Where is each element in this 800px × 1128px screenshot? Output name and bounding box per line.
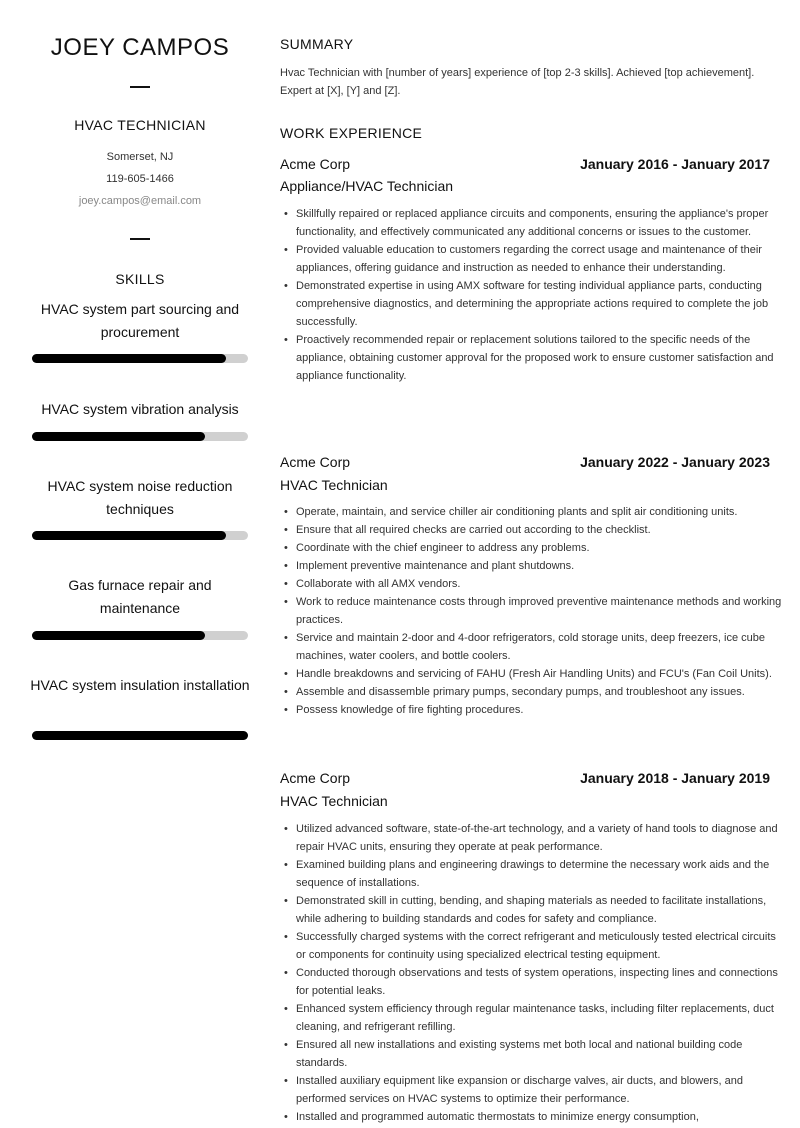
list-item: • Provided valuable education to customers regarding the correct usage and maintenance of their appliances, offering guidance and instruction as needed to enhance their understanding. <box>296 241 786 277</box>
skill-name: HVAC system vibration analysis <box>41 401 239 417</box>
candidate-name: JOEY CAMPOS <box>50 34 230 61</box>
list-item: • Possess knowledge of fire fighting procedures. <box>296 701 786 719</box>
job-company: Acme Corp <box>280 770 351 786</box>
list-item: • Collaborate with all AMX vendors. <box>296 575 786 593</box>
skill-bar-fill <box>32 531 226 540</box>
sidebar <box>0 0 280 1128</box>
skill-bar <box>32 731 248 740</box>
list-item: • Installed auxiliary equipment like expansion or discharge valves, air ducts, and blowers, and performed services on HVAC systems to optimize their performance. <box>296 1072 786 1108</box>
skill-bar-fill <box>32 432 205 441</box>
location: Somerset, NJ <box>106 151 174 163</box>
job-role: Appliance/HVAC Technician <box>280 178 454 194</box>
job-bullets <box>280 503 786 719</box>
job-dates: January 2018 - January 2019 <box>580 770 770 786</box>
skill-bar-fill <box>32 631 205 640</box>
list-item: • Skillfully repaired or replaced appliance circuits and components, ensuring the appliance's proper functionality, and effectively communicated any additional concerns or issues to the customer. <box>296 205 786 241</box>
job-company: Acme Corp <box>280 156 351 172</box>
skills-heading: SKILLS <box>115 271 165 287</box>
skill-bar <box>32 531 248 540</box>
list-item: • Implement preventive maintenance and plant shutdowns. <box>296 557 786 575</box>
list-item: • Enhanced system efficiency through regular maintenance tasks, including filter replacements, duct cleaning, and refrigerant refilling. <box>296 1000 786 1036</box>
phone: 119-605-1466 <box>106 173 174 185</box>
summary-text: Hvac Technician with [number of years] experience of [top 2-3 skills]. Achieved [top achievement]. Expert at [X], [Y] and [Z]. <box>280 67 755 97</box>
list-item: • Service and maintain 2-door and 4-door refrigerators, cold storage units, deep freezers, ice cube machines, water coolers, and bottle coolers. <box>296 629 786 665</box>
skill-bar <box>32 432 248 441</box>
job-dates: January 2016 - January 2017 <box>580 156 770 172</box>
divider <box>130 86 150 88</box>
experience-heading: WORK EXPERIENCE <box>280 125 423 141</box>
skill-bar <box>32 631 248 640</box>
list-item: • Coordinate with the chief engineer to address any problems. <box>296 539 786 557</box>
list-item: • Work to reduce maintenance costs through improved preventive maintenance methods and working practices. <box>296 593 786 629</box>
list-item: • Proactively recommended repair or replacement solutions tailored to the specific needs of the appliance, obtaining customer approval for the proposed work to ensure customer satisfaction and appliance functionality. <box>296 331 786 385</box>
list-item: • Assemble and disassemble primary pumps, secondary pumps, and troubleshoot any issues. <box>296 683 786 701</box>
email-link[interactable]: joey.campos@email.com <box>78 195 202 207</box>
divider <box>130 238 150 240</box>
job-dates: January 2022 - January 2023 <box>580 454 770 470</box>
skill-name: Gas furnace repair and maintenance <box>68 577 212 616</box>
skill-bar <box>32 354 248 363</box>
list-item: • Conducted thorough observations and tests of system operations, inspecting lines and connections for potential leaks. <box>296 964 786 1000</box>
job-bullets <box>280 820 786 1126</box>
list-item: • Ensured all new installations and existing systems met both local and national building code standards. <box>296 1036 786 1072</box>
list-item: • Demonstrated expertise in using AMX software for testing individual appliance parts, conducting comprehensive diagnostics, and determining the appropriate actions required to complete the job successfully. <box>296 277 786 331</box>
list-item: • Utilized advanced software, state-of-the-art technology, and a variety of hand tools to diagnose and repair HVAC units, ensuring they operate at peak performance. <box>296 820 786 856</box>
list-item: • Operate, maintain, and service chiller air conditioning plants and split air conditioning units. <box>296 503 786 521</box>
list-item: • Installed and programmed automatic thermostats to minimize energy consumption, <box>296 1108 786 1126</box>
job-role: HVAC Technician <box>280 477 388 493</box>
skill-bar-fill <box>32 731 248 740</box>
list-item: • Ensure that all required checks are carried out according to the checklist. <box>296 521 786 539</box>
list-item: • Successfully charged systems with the correct refrigerant and meticulously tested electrical circuits or components for continuity using specialized electrical testing equipment. <box>296 928 786 964</box>
skill-name: HVAC system part sourcing and procurement <box>40 301 240 340</box>
candidate-title: HVAC TECHNICIAN <box>74 117 206 133</box>
list-item: • Handle breakdowns and servicing of FAHU (Fresh Air Handling Units) and FCU's (Fan Coil Units). <box>296 665 786 683</box>
job-role: HVAC Technician <box>280 793 388 809</box>
list-item: • Examined building plans and engineering drawings to determine the necessary work aids and the sequence of installations. <box>296 856 786 892</box>
job-company: Acme Corp <box>280 454 351 470</box>
skill-name: HVAC system noise reduction techniques <box>47 478 233 517</box>
skill-bar-fill <box>32 354 226 363</box>
skill-name: HVAC system insulation installation <box>30 677 250 693</box>
job-bullets <box>280 205 786 385</box>
list-item: • Demonstrated skill in cutting, bending, and shaping materials as needed to facilitate installations, while adhering to building standards and codes for safety and compliance. <box>296 892 786 928</box>
summary-heading: SUMMARY <box>280 36 354 52</box>
